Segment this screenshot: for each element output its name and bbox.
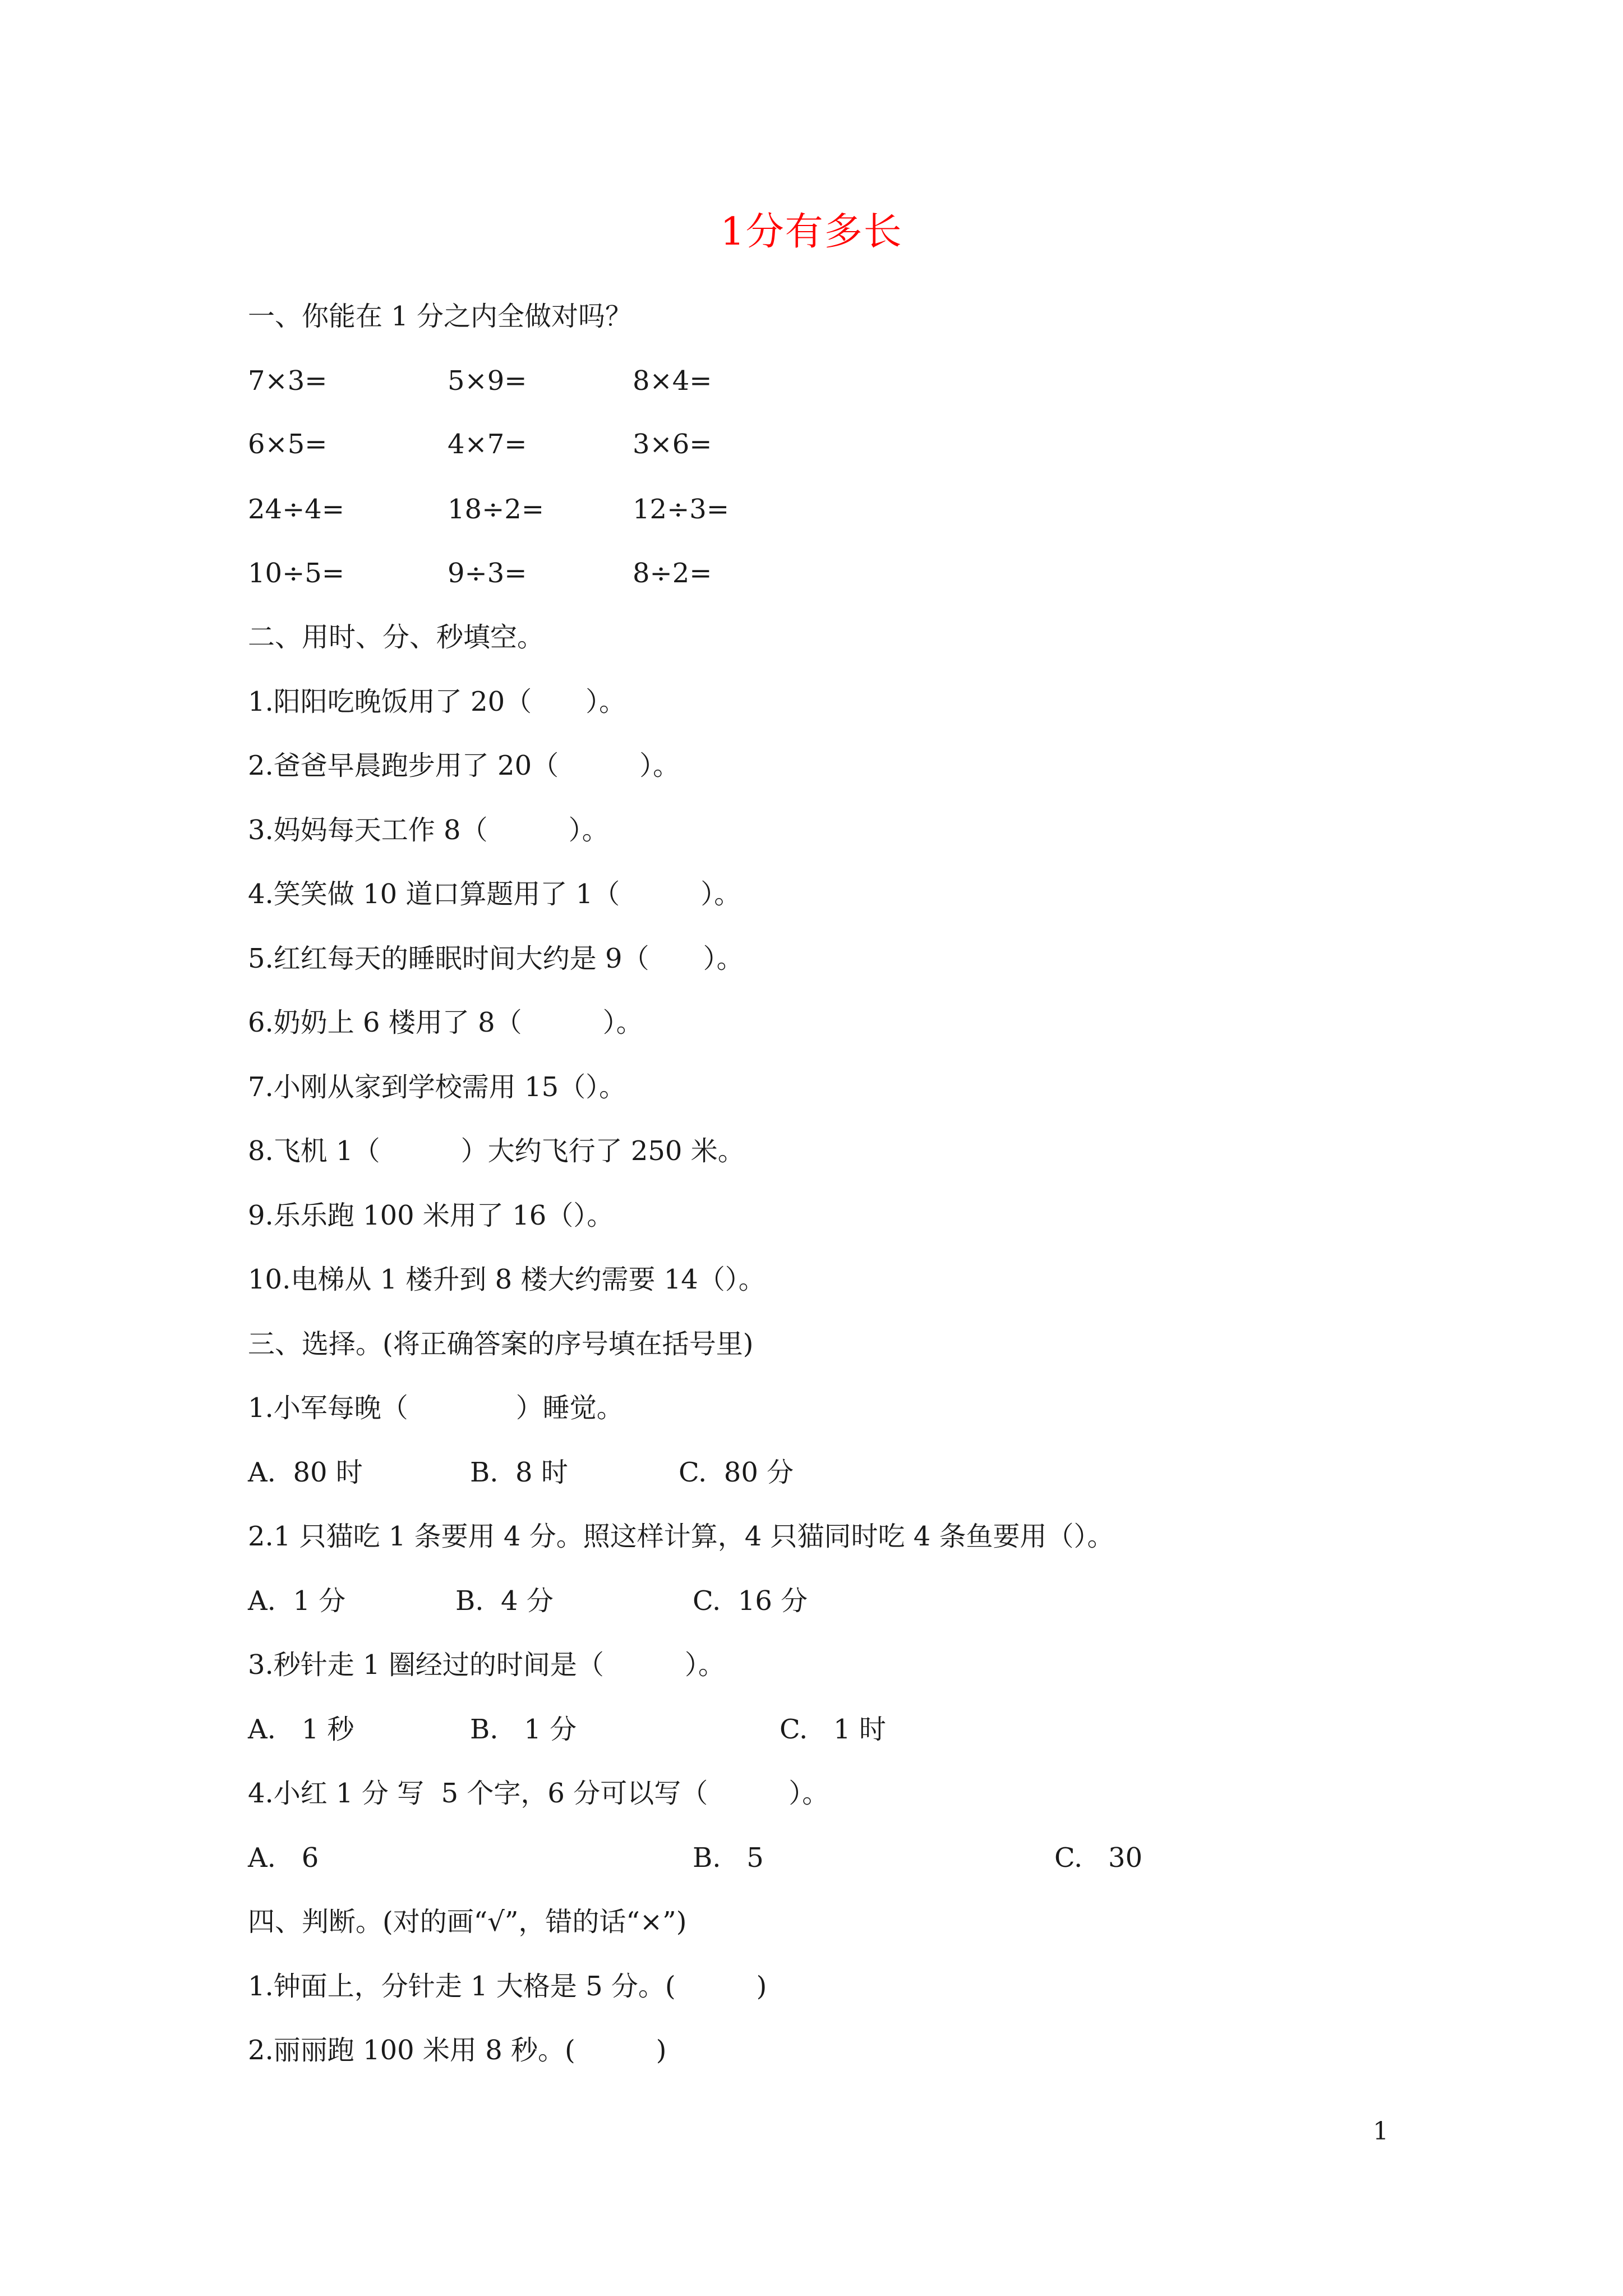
page-title: 1分有多长 — [720, 210, 903, 254]
fill-blank-item: 2.爸爸早晨跑步用了 20（ ）。 — [248, 750, 680, 781]
fill-blank-item: 1.阳阳吃晚饭用了 20（ ）。 — [248, 686, 626, 717]
math-problem: 12÷3= — [633, 494, 730, 525]
choice-question: 4.小红 1 分 写 5 个字，6 分可以写（ ）。 — [248, 1778, 829, 1809]
fill-blank-item: 7.小刚从家到学校需用 15（）。 — [248, 1071, 626, 1103]
math-problem: 7×3= — [248, 365, 328, 397]
fill-blank-item: 8.飞机 1（ ）大约飞行了 250 米。 — [248, 1135, 745, 1167]
choice-option: B. 5 — [693, 1842, 764, 1874]
math-problem: 10÷5= — [248, 558, 345, 589]
choice-option: B. 8 时 — [470, 1457, 568, 1488]
choice-option: C. 80 分 — [679, 1457, 794, 1488]
choice-question: 1.小军每晚（ ）睡觉。 — [248, 1392, 624, 1424]
math-problem: 5×9= — [448, 365, 527, 397]
math-problem: 8÷2= — [633, 558, 712, 589]
section-4-heading: 四、判断。(对的画“√”，错的话“×”) — [248, 1906, 687, 1938]
math-problem: 24÷4= — [248, 494, 345, 525]
fill-blank-item: 4.笑笑做 10 道口算题用了 1（ ）。 — [248, 878, 741, 910]
choice-option: A. 1 秒 — [248, 1714, 354, 1745]
judgement-item: 2.丽丽跑 100 米用 8 秒。( ) — [248, 2035, 667, 2066]
choice-option: B. 1 分 — [470, 1714, 577, 1745]
fill-blank-item: 6.奶奶上 6 楼用了 8（ ）。 — [248, 1007, 643, 1038]
fill-blank-item: 10.电梯从 1 楼升到 8 楼大约需要 14（）。 — [248, 1264, 766, 1295]
fill-blank-item: 3.妈妈每天工作 8（ ）。 — [248, 815, 609, 846]
choice-option: C. 16 分 — [693, 1585, 808, 1617]
fill-blank-item: 5.红红每天的睡眠时间大约是 9（ ）。 — [248, 943, 744, 974]
choice-question: 2.1 只猫吃 1 条要用 4 分。照这样计算，4 只猫同时吃 4 条鱼要用（）。 — [248, 1521, 1114, 1552]
section-2-heading: 二、用时、分、秒填空。 — [248, 622, 545, 653]
math-problem: 3×6= — [633, 429, 712, 460]
section-1-heading: 一、你能在 1 分之内全做对吗？ — [248, 301, 633, 332]
math-problem: 4×7= — [448, 429, 527, 460]
math-problem: 18÷2= — [448, 494, 545, 525]
math-problem: 9÷3= — [448, 558, 527, 589]
math-problem: 6×5= — [248, 429, 328, 460]
math-problem: 8×4= — [633, 365, 712, 397]
choice-option: A. 1 分 — [248, 1585, 346, 1617]
choice-option: A. 6 — [248, 1842, 319, 1874]
fill-blank-item: 9.乐乐跑 100 米用了 16（）。 — [248, 1200, 614, 1231]
page-number: 1 — [1373, 2117, 1389, 2146]
choice-option: C. 30 — [1054, 1842, 1143, 1874]
choice-option: A. 80 时 — [248, 1457, 363, 1488]
choice-question: 3.秒针走 1 圈经过的时间是（ ）。 — [248, 1649, 725, 1681]
choice-option: B. 4 分 — [455, 1585, 554, 1617]
section-3-heading: 三、选择。(将正确答案的序号填在括号里) — [248, 1328, 754, 1360]
judgement-item: 1.钟面上，分针走 1 大格是 5 分。( ) — [248, 1971, 767, 2002]
choice-option: C. 1 时 — [780, 1714, 886, 1745]
